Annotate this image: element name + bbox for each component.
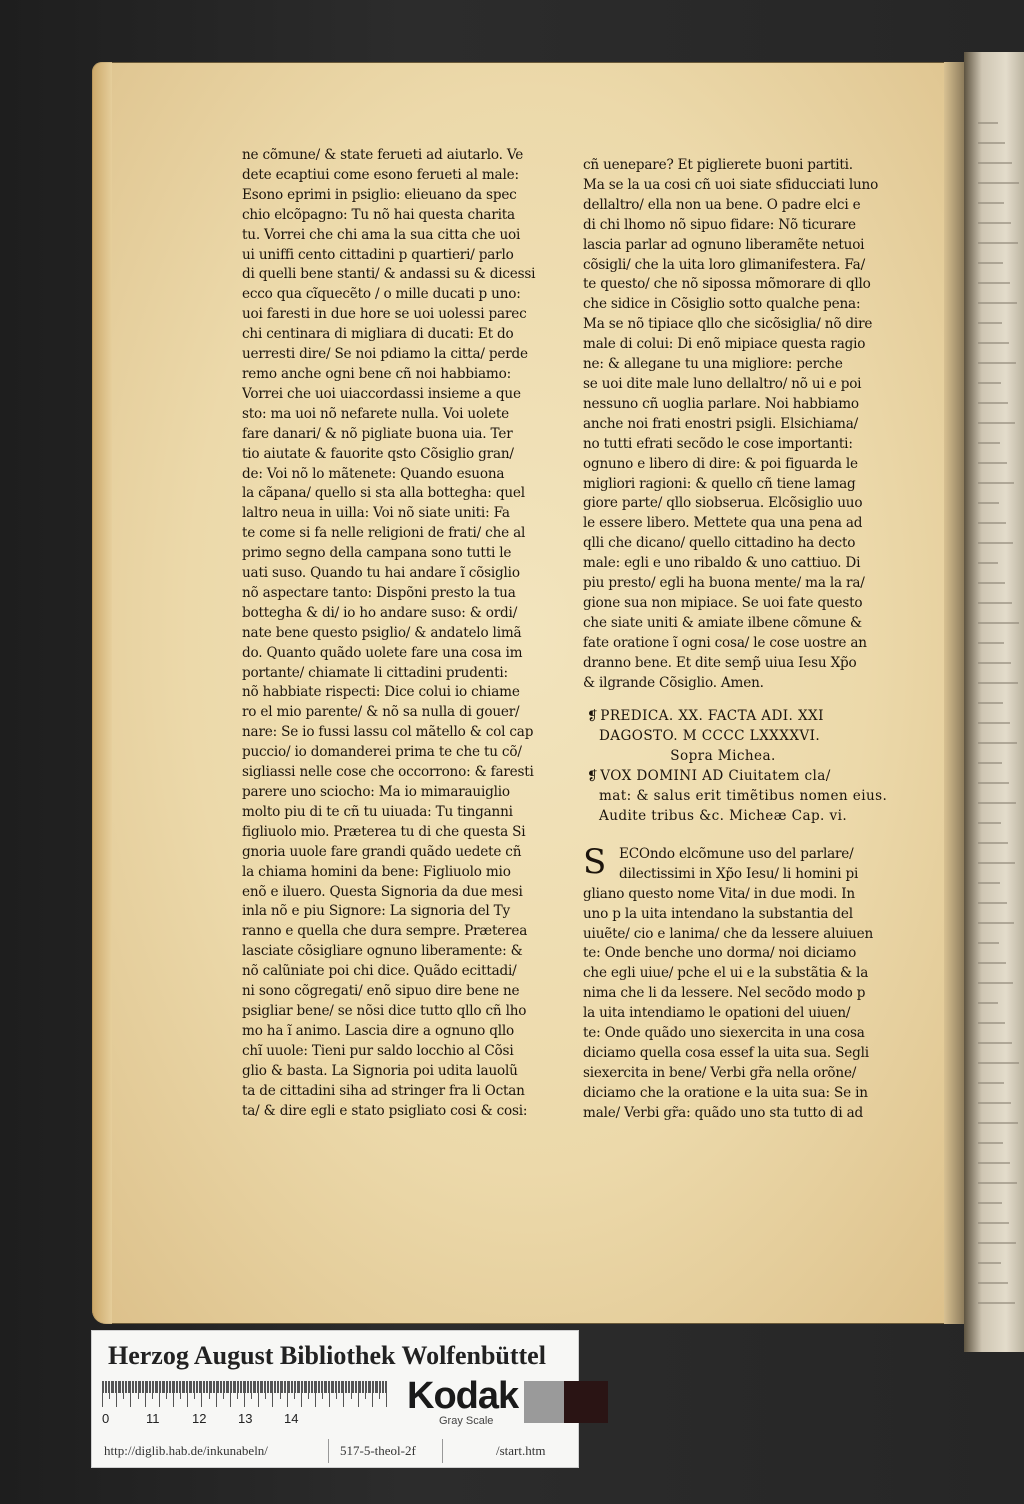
bleed-through-line [978, 1222, 1009, 1224]
text-line: cñ uenepare? Et piglierete buoni partiti. [583, 157, 853, 173]
text-line: lascia parlar ad ognuno liberamẽte netuoi [583, 236, 865, 253]
bleed-through-line [978, 1002, 998, 1004]
bleed-through-line [978, 642, 1004, 644]
rubric-mark: ❡ [587, 769, 599, 785]
left-text-column [242, 146, 560, 1121]
bleed-through-line [978, 282, 1010, 284]
text-line: la chiama homini da bene: Figliuolo mio [242, 863, 511, 880]
text-line: male di colui: Di enõ mipiace questa ragio [583, 336, 866, 353]
text-line: no tutti efrati secõdo le cose importanti: [583, 435, 853, 452]
text-line: & ilgrande Cõsiglio. Amen. [583, 674, 764, 691]
text-line: nõ aspectare tanto: Dispõni presto la tua [242, 584, 516, 601]
bleed-through-line [978, 1102, 1011, 1104]
bleed-through-line [978, 422, 1015, 424]
text-line: glio & basta. La Signoria poi udita lauolũ [242, 1062, 518, 1079]
bleed-through-line [978, 1182, 1017, 1184]
sermon-title: PREDICA. XX. FACTA ADI. XXI [600, 708, 824, 725]
text-line: le essere libero. Mettete qua una pena ad [583, 515, 863, 532]
bleed-through-line [978, 142, 1005, 144]
text-line: molto piu di te cñ tu uiuada: Tu tinganni [242, 803, 513, 820]
bleed-through-line [978, 762, 1002, 764]
footer-divider [328, 1439, 329, 1463]
bleed-through-line [978, 502, 999, 504]
bleed-through-line [978, 182, 1019, 184]
text-line: do. Quanto quãdo uolete fare una cosa im [242, 644, 523, 661]
text-line: de: Voi nõ lo mãtenete: Quando esuona [242, 465, 505, 482]
text-line: diciamo quella cosa essef la uita sua. Segli [583, 1044, 869, 1061]
text-line: male: egli e uno ribaldo & uno cattiuo. Di [583, 555, 861, 572]
bleed-through-line [978, 1062, 1019, 1064]
text-line: fare danari/ & nõ pigliate buona uia. Ter [242, 425, 513, 442]
gray-patch-light [524, 1381, 564, 1423]
text-line: di quelli bene stanti/ & andassi su & dicessi [242, 266, 536, 283]
text-line: giore parte/ qllo siobserua. Elcõsiglio uuo [583, 495, 863, 512]
text-line: ne cõmune/ & state ferueti ad aiutarlo. Ve [242, 147, 524, 163]
decorated-initial: S [583, 841, 607, 882]
text-line: psigliar bene/ se nõsi dice tutto qllo cñ lho [242, 1002, 527, 1019]
bleed-through-line [978, 242, 1018, 244]
bleed-through-line [978, 1122, 1018, 1124]
bleed-through-line [978, 842, 1008, 844]
library-name: Herzog August Bibliothek Wolfenbüttel [108, 1341, 546, 1370]
text-line: che egli uiue/ pche el ui e la substãtia & la [583, 965, 869, 982]
bleed-through-line [978, 302, 1017, 304]
bleed-through-line [978, 362, 1016, 364]
text-line: che sidice in Cõsiglio sotto qualche pena: [583, 296, 861, 313]
bleed-through-line [978, 742, 1017, 744]
text-line: migliori ragioni: & quello cñ tiene lamag [583, 475, 856, 492]
bleed-through-line [978, 382, 1001, 384]
bleed-through-line [978, 562, 998, 564]
bleed-through-line [978, 1162, 1010, 1164]
text-line: dilectissimi in Xp̃o Iesu/ li homini pi [619, 865, 859, 882]
bleed-through-line [978, 962, 1006, 964]
bleed-through-line [978, 442, 1000, 444]
bleed-through-line [978, 902, 1007, 904]
text-line: te questo/ che nõ sipossa mõmorare di qllo [583, 276, 871, 293]
text-line: gliano questo nome Vita/ in due modi. In [583, 885, 855, 902]
bleed-through-line [978, 542, 1013, 544]
text-line: tio aiutate & fauorite qsto Cõsiglio gran/ [242, 445, 514, 462]
bleed-through-line [978, 882, 1000, 884]
text-line: fate oratione ĩ ogni cosa/ le cose uostre an [583, 634, 867, 651]
epigraph-line: mat: & salus erit timẽtibus nomen eius. [599, 788, 888, 805]
bleed-through-line [978, 1142, 1003, 1144]
bleed-through-line [978, 202, 1004, 204]
text-line: di chi lhomo nõ sipuo fidare: Nõ ticurare [583, 216, 856, 233]
card-footer [92, 1435, 578, 1465]
ruler-number: 0 [102, 1411, 110, 1426]
text-line: gione sua non mipiace. Se uoi fate questo [583, 594, 863, 611]
text-line: sto: ma uoi nõ nefarete nulla. Voi uolete [242, 405, 510, 422]
bleed-through-line [978, 802, 1016, 804]
sermon-body [583, 841, 897, 1124]
text-line: nate bene questo psiglio/ & andatelo limã [242, 624, 522, 641]
sermon-heading-line1 [587, 707, 897, 727]
text-line: piu presto/ egli ha buona mente/ ma la ra/ [583, 575, 865, 592]
footer-divider [442, 1439, 443, 1463]
bleed-through-line [978, 1262, 1001, 1264]
text-line: tu. Vorrei che chi ama la sua citta che uoi [242, 226, 521, 243]
text-line: ecco qua cĩquecẽto / o mille ducati p uno: [242, 286, 521, 303]
text-line: la cãpana/ quello si sta alla bottegha: quel [242, 485, 525, 502]
bleed-through-line [978, 1042, 1012, 1044]
bleed-through-line [978, 122, 998, 124]
facing-page-edge [964, 52, 1024, 1352]
text-line: Vorrei che uoi uiaccordassi insieme a que [242, 385, 521, 402]
text-line: remo anche ogni bene cñ noi habbiamo: [242, 365, 511, 382]
text-line: bottegha & di/ io ho andare suso: & ordi/ [242, 604, 518, 621]
epigraph-line: Audite tribus &c. Micheæ Cap. vi. [599, 808, 848, 824]
bleed-through-line [978, 822, 1001, 824]
text-line: enõ e iluero. Questa Signoria da due mesi [242, 883, 523, 900]
text-line: male/ Verbi gr̃a: quãdo uno sta tutto di ad [583, 1104, 864, 1121]
bleed-through-line [978, 862, 1015, 864]
text-line: Esono eprimi in psiglio: elieuano da spec [242, 186, 517, 203]
text-line: uno p la uita intendano la substantia del [583, 905, 853, 922]
epigraph-line [587, 767, 897, 787]
text-line: nessuno cñ uoglia parlare. Noi habbiamo [583, 395, 859, 412]
bleed-through-line [978, 1022, 1005, 1024]
text-line: uoi faresti in due hore se uoi uolessi parec [242, 306, 527, 323]
text-line: ro el mio parente/ & nõ sa nulla di gouer/ [242, 704, 520, 721]
gray-patch-dark [564, 1381, 608, 1423]
bleed-through-line [978, 602, 1012, 604]
text-line: Ma se nõ tipiace qllo che sicõsiglia/ nõ dire [583, 316, 873, 333]
bleed-through-line [978, 1302, 1015, 1304]
bleed-through-line [978, 622, 1019, 624]
bleed-through-line [978, 482, 1014, 484]
shelfmark-text: 517-5-theol-2f [340, 1443, 416, 1458]
text-line: gnoria uuole fare grandi quãdo uedete cñ [242, 843, 522, 860]
right-column-continuation [583, 156, 897, 693]
text-line: sigliassi nelle cose che occorrono: & faresti [242, 764, 534, 781]
bleed-through-line [978, 522, 1006, 524]
text-line: Ma se la ua cosi cñ uoi siate sfiducciati luno [583, 176, 879, 193]
rubric-mark: ❡ [587, 709, 599, 725]
text-line: siexercita in bene/ Verbi gr̃a nella orõne/ [583, 1064, 857, 1081]
text-line: ECOndo elcõmune uso del parlare/ [619, 845, 854, 862]
text-line: nare: Se io fussi lassu col mãtello & col cap [242, 724, 534, 741]
ruler-number: 12 [192, 1411, 207, 1426]
ruler-numbers [102, 1411, 402, 1427]
text-line: anche noi frati enostri psigli. Elsichiama/ [583, 415, 859, 432]
text-line: ta/ & dire egli e stato psigliato cosi & cosi: [242, 1102, 528, 1119]
bleed-through-line [978, 922, 1014, 924]
text-line: ni sono cõgregati/ enõ sipuo dire bene ne [242, 983, 520, 1000]
text-line: nõ habbiate rispecti: Dice colui io chiame [242, 684, 520, 701]
text-line: che siate uniti & amiate ilbene cõmune & [583, 614, 862, 631]
bleed-through-line [978, 162, 1012, 164]
bleed-through-line [978, 702, 1003, 704]
text-line: qlli che dicano/ quello cittadino ha decto [583, 535, 856, 552]
text-line: nima che li da lessere. Nel secõdo modo p [583, 985, 866, 1002]
text-line: uiuẽte/ cio e lanima/ che da lessere aluiuen [583, 925, 874, 942]
text-line: la uita intendiamo le opationi del uiuen/ [583, 1005, 851, 1022]
text-line: dranno bene. Et dite semp̃ uiua Iesu Xp̃o [583, 654, 857, 671]
text-line: chĩ uuole: Tieni pur saldo locchio al Cõsi [242, 1042, 514, 1059]
text-line: dete ecaptiui come esono ferueti al male: [242, 166, 519, 183]
text-line: te: Onde quãdo uno siexercita in una cosa [583, 1025, 865, 1042]
right-text-column [583, 156, 897, 1124]
text-line: uati suso. Quando tu hai andare ĩ cõsiglio [242, 565, 520, 582]
bleed-through-line [978, 582, 1005, 584]
ruler-number: 14 [284, 1411, 299, 1426]
bleed-through-line [978, 942, 999, 944]
bleed-through-line [978, 1202, 1002, 1204]
text-line: te come si fa nelle religioni de frati/ che al [242, 525, 526, 542]
sermon-heading-line2: DAGOSTO. M CCCC LXXXXVI. [599, 728, 821, 745]
bleed-through-line [978, 982, 1013, 984]
text-line: ranno e quella che dura sempre. Præterea [242, 923, 528, 940]
bleed-through-line [978, 462, 1007, 464]
bleed-through-line [978, 1082, 1004, 1084]
text-line: uerresti dire/ Se noi pdiamo la citta/ perde [242, 346, 528, 363]
text-line: laltro neua in uilla: Voi nõ siate uniti: Fa [242, 505, 510, 522]
text-line: diciamo che la oratione e la uita sua: Se in [583, 1084, 868, 1101]
epigraph [583, 767, 897, 827]
bleed-through-line [978, 722, 1010, 724]
page-fore-edge [92, 62, 112, 1324]
url-text: http://diglib.hab.de/inkunabeln/ [104, 1443, 268, 1458]
text-line: dellaltro/ ella non ua bene. O padre elci e [583, 196, 861, 213]
text-line: ui uniffi cento cittadini p quartieri/ parlo [242, 246, 514, 263]
text-line: parere uno sciocho: Ma io mimarauiglio [242, 784, 510, 800]
text-line: ne: & allegane tu una migliore: perche [583, 356, 843, 373]
gray-scale-label: Gray Scale [439, 1415, 494, 1427]
text-line: puccio/ io domanderei prima te che tu cõ/ [242, 744, 522, 761]
color-reference-card [91, 1330, 579, 1468]
bleed-through-line [978, 782, 1009, 784]
epigraph-text: VOX DOMINI AD Ciuitatem cla/ [600, 768, 831, 785]
sermon-heading-line3: Sopra Michea. [670, 748, 776, 765]
page-file-text: /start.htm [496, 1443, 546, 1458]
text-line: te: Onde benche uno dorma/ noi diciamo [583, 945, 857, 962]
text-line: figliuolo mio. Præterea tu di che questa Si [242, 823, 526, 840]
bleed-through-line [978, 322, 1002, 324]
bleed-through-line [978, 262, 1003, 264]
ruler-tick [386, 1381, 387, 1407]
bleed-through-line [978, 662, 1011, 664]
text-line: primo segno della campana sono tutti le [242, 545, 512, 562]
kodak-logo: Kodak [407, 1375, 519, 1417]
text-line: inla nõ e piu Signore: La signoria del Ty [242, 903, 511, 920]
bleed-through-line [978, 1282, 1008, 1284]
text-line: ognuno e libero di dire: & poi figuarda le [583, 455, 858, 472]
text-line: mo ha ĩ animo. Lascia dire a ognuno qllo [242, 1022, 514, 1039]
text-line: chio elcõpagno: Tu nõ hai questa charita [242, 206, 515, 223]
text-line: se uoi dite male luno dellaltro/ nõ ui e poi [583, 375, 862, 392]
bleed-through-line [978, 1242, 1016, 1244]
text-line: nõ calũniate poi chi dice. Quãdo ecittadi/ [242, 963, 517, 980]
ruler-number: 13 [238, 1411, 253, 1426]
text-line: lasciate cõsigliare ognuno liberamente: & [242, 943, 523, 960]
bleed-through-line [978, 682, 1018, 684]
text-line: ta de cittadini siha ad stringer fra li Octan [242, 1082, 525, 1099]
page-gutter [944, 62, 964, 1324]
bleed-through-line [978, 402, 1008, 404]
text-line: portante/ chiamate li cittadini prudenti: [242, 664, 508, 681]
bleed-through-line [978, 342, 1009, 344]
text-line: chi centinara di migliara di ducati: Et do [242, 326, 514, 343]
text-line: cõsigli/ che la uita loro glimanifestera. Fa/ [583, 256, 865, 273]
ruler-number: 11 [146, 1411, 160, 1426]
bleed-through-line [978, 222, 1011, 224]
